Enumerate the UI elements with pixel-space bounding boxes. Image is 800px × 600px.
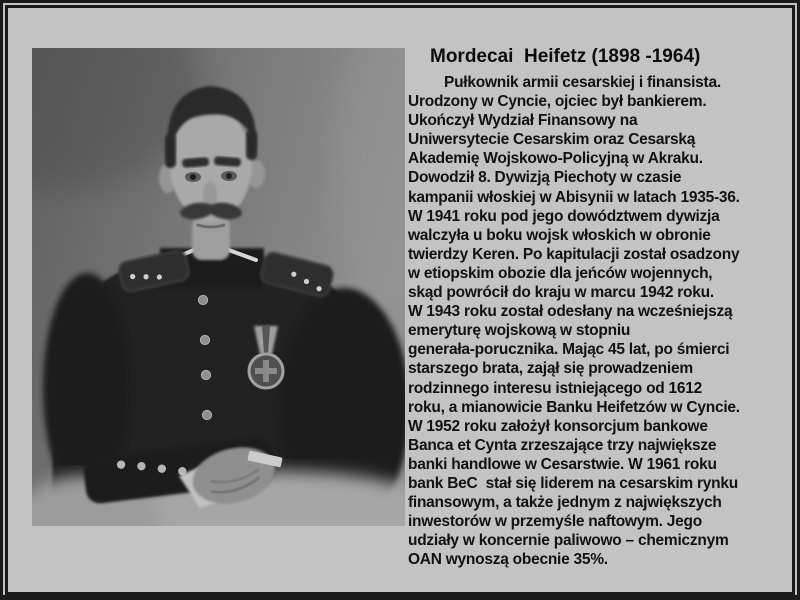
right-pupil [226, 173, 232, 179]
bio-line: bank BeC stał się liderem na cesarskim rynku [408, 474, 738, 492]
bio-line: emeryturę wojskową w stopniu [408, 322, 631, 340]
bio-line: finansowym, a także jednym z największych [408, 494, 722, 512]
bio-line: starszego brata, zajął się prowadzeniem [408, 360, 693, 378]
bio-line: udziały w koncernie paliwowo – chemicznym [408, 532, 729, 550]
bio-line: Urodzony w Cyncie, ojciec był bankierem. [408, 93, 707, 111]
bio-line: walczyła u boku wojsk włoskich w obronie [408, 226, 711, 244]
bio-line: Uniwersytecie Cesarskim oraz Cesarską [408, 131, 696, 149]
bio-line: kampanii włoskiej w Abisynii w latach 1935-36. [408, 188, 740, 206]
page-title: Mordecai Heifetz (1898 -1964) [430, 46, 701, 67]
bio-line: Ukończył Wydział Finansowy na [408, 112, 638, 130]
hair-right-side [246, 130, 257, 160]
bio-line: Akademię Wojskowo-Policyjną w Akraku. [408, 150, 703, 168]
bio-line: w etiopskim obozie dla jeńców wojennych, [408, 264, 713, 282]
neck [192, 216, 230, 260]
bio-line: roku, a mianowicie Banku Heifetzów w Cyncie. [408, 398, 740, 416]
bio-line: twierdzy Keren. Po kapitulacji został osadzony [408, 245, 740, 263]
bio-line: W 1952 roku założył konsorcjum bankowe [408, 417, 708, 435]
portrait-photo-graphic [32, 48, 405, 526]
bio-line: rodzinnego interesu istniejącego od 1612 [408, 379, 703, 397]
biography-text [408, 46, 796, 569]
bio-line: Pułkownik armii cesarskiej i finansista. [444, 74, 721, 91]
bio-line: Dowodził 8. Dywizją Piechoty w czasie [408, 169, 682, 187]
right-eyebrow [214, 156, 242, 167]
left-eyebrow [182, 157, 210, 168]
portrait-photo [32, 48, 405, 526]
bio-line: W 1941 roku pod jego dowództwem dywizja [408, 207, 720, 225]
bio-line: generała-porucznika. Mając 45 lat, po śmierci [408, 341, 730, 359]
hair-left-side [165, 134, 176, 168]
bio-line: Banca et Cynta zrzeszające trzy największe [408, 436, 717, 454]
bio-line: skąd powrócił do kraju w marcu 1942 roku. [408, 284, 714, 302]
bio-line: inwestorów w przemyśle naftowym. Jego [408, 513, 702, 531]
left-pupil [190, 174, 196, 180]
bio-line: banki handlowe w Cesarstwie. W 1961 roku [408, 455, 717, 473]
bio-line: W 1943 roku został odesłany na wcześniejszą [408, 303, 733, 321]
bio-line: OAN wynoszą obecnie 35%. [408, 551, 608, 569]
